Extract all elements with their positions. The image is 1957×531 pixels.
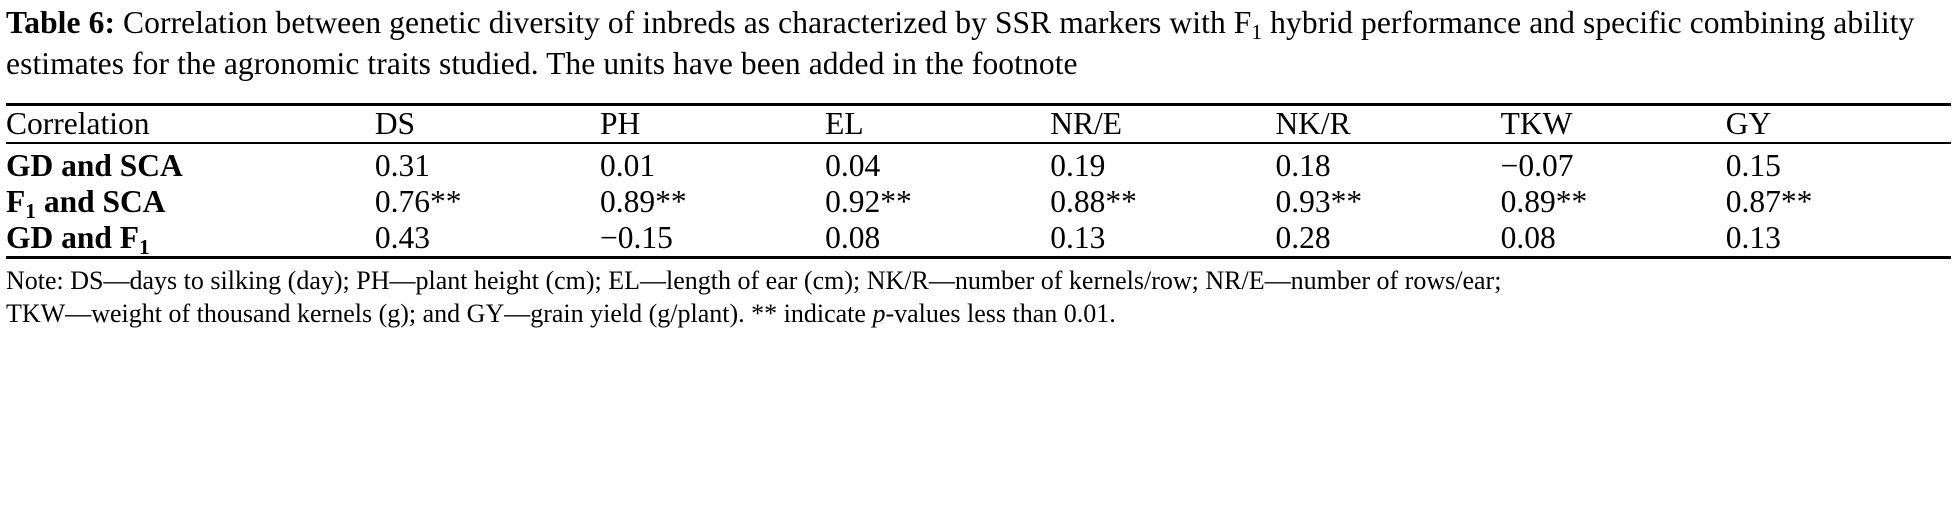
correlation-table-body — [6, 147, 1951, 259]
row-label-gd-f1 — [6, 219, 375, 259]
cell-gdsca-ph: 0.01 — [599, 147, 656, 183]
footnote-line-2 — [6, 298, 1951, 331]
cell-gdsca-ds: 0.31 — [374, 147, 430, 183]
cell-f1sca-ph: 0.89** — [599, 183, 687, 219]
row-label-subscript: 1 — [139, 234, 150, 259]
cell-gdf1-gy: 0.13 — [1725, 219, 1781, 255]
cell-gdf1-ds: 0.43 — [374, 219, 430, 255]
table-row — [6, 220, 1951, 256]
table-caption — [6, 0, 1951, 85]
cell-f1sca-ds: 0.76** — [374, 183, 462, 219]
column-header-correlation: Correlation — [6, 105, 150, 141]
cell-gdf1-nkr: 0.28 — [1275, 219, 1331, 255]
table-footnote — [6, 259, 1951, 331]
table-row — [6, 184, 1951, 220]
cell-gdsca-nre: 0.19 — [1050, 147, 1106, 183]
cell-f1sca-gy: 0.87** — [1725, 183, 1813, 219]
column-header-ds: DS — [374, 105, 416, 141]
column-header-nre: NR/E — [1050, 105, 1123, 141]
footnote-line-1: Note: DS—days to silking (day); PH—plant height (cm); EL—length of ear (cm); NK/R—number of kernels/row; NR/E—number of rows/ear; — [6, 265, 1502, 295]
column-header-nkr: NK/R — [1275, 105, 1351, 141]
footnote-line-2-b: -values less than 0.01. — [885, 298, 1116, 328]
row-label-subscript: 1 — [25, 198, 36, 223]
row-label-text-post: and SCA — [35, 183, 166, 219]
row-label-text: F — [6, 183, 26, 219]
table-caption-text-1: Correlation between genetic diversity of inbreds as characterized by SSR markers with F — [115, 5, 1252, 40]
cell-f1sca-nre: 0.88** — [1050, 183, 1137, 219]
column-header-ph: PH — [599, 105, 641, 141]
column-header-tkw: TKW — [1500, 105, 1573, 141]
cell-gdsca-gy: 0.15 — [1725, 147, 1781, 183]
row-label-text: GD and SCA — [6, 147, 183, 183]
table-header-row — [6, 106, 1951, 142]
cell-gdf1-nre: 0.13 — [1050, 219, 1106, 255]
row-label-gd-sca — [6, 148, 375, 184]
footnote-line-2-a: TKW—weight of thousand kernels (g); and GY—grain yield (g/plant). ** indicate — [6, 298, 873, 328]
cell-f1sca-tkw: 0.89** — [1500, 183, 1588, 219]
cell-gdf1-el: 0.08 — [825, 219, 881, 255]
row-label-f1-sca — [6, 183, 375, 223]
cell-gdsca-el: 0.04 — [825, 147, 881, 183]
table-row — [6, 148, 1951, 184]
cell-gdsca-nkr: 0.18 — [1275, 147, 1331, 183]
cell-gdf1-tkw: 0.08 — [1500, 219, 1556, 255]
correlation-table — [6, 106, 1951, 142]
column-header-el: EL — [825, 105, 864, 141]
table-caption-label: Table 6: — [6, 5, 116, 40]
row-label-text: GD and F — [6, 219, 140, 255]
cell-gdsca-tkw: −0.07 — [1500, 147, 1574, 183]
cell-f1sca-nkr: 0.93** — [1275, 183, 1363, 219]
table-caption-subscript: 1 — [1251, 19, 1263, 44]
footnote-italic-p: p — [872, 298, 886, 328]
column-header-gy: GY — [1725, 105, 1772, 141]
cell-f1sca-el: 0.92** — [825, 183, 912, 219]
cell-gdf1-ph: −0.15 — [599, 219, 673, 255]
table-caption-text-2: hybrid performance and specific combining ability estimates for the agronomic traits studied. The units have been added in the footnote — [6, 5, 1915, 81]
